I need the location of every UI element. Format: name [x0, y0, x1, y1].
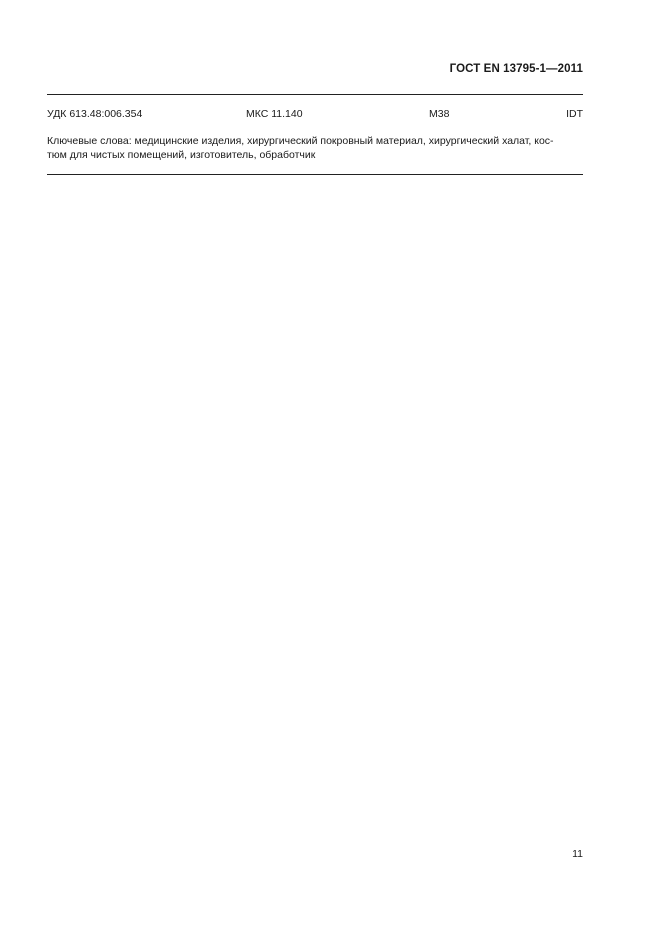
bottom-divider — [47, 174, 583, 175]
keywords-paragraph — [47, 135, 583, 162]
page-number: 11 — [572, 848, 583, 860]
document-id: ГОСТ EN 13795-1—2011 — [449, 63, 583, 75]
mks-code: МКС 11.140 — [246, 108, 303, 120]
udk-code: УДК 613.48:006.354 — [47, 108, 143, 120]
classification-row — [47, 108, 583, 124]
conformity-degree: IDT — [566, 108, 583, 120]
keywords-line-1: Ключевые слова: медицинские изделия, хирургический покровный материал, хирургический халат, кос- — [47, 135, 554, 147]
top-divider — [47, 94, 583, 95]
okp-code: М38 — [429, 108, 450, 120]
keywords-line-2: тюм для чистых помещений, изготовитель, обработчик — [47, 148, 316, 161]
